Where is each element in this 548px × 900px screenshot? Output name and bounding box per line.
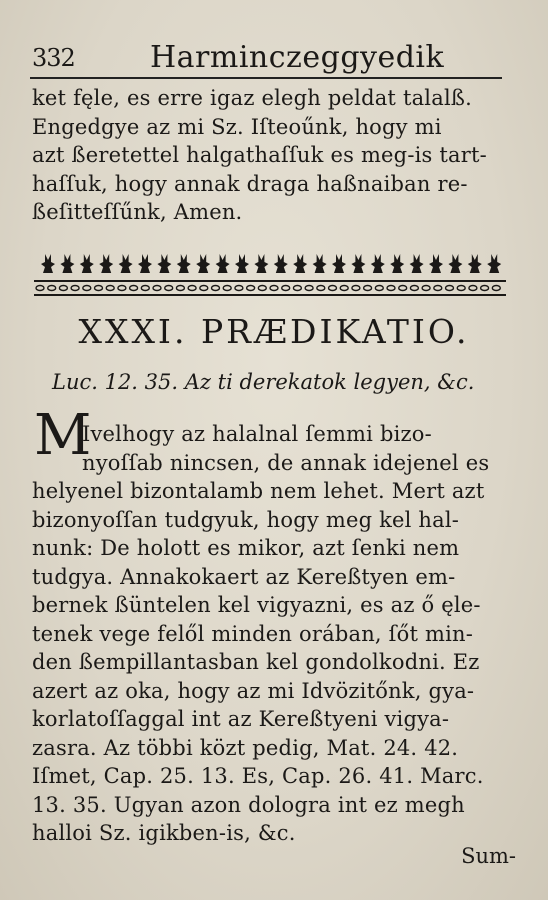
fleuron-ornament (351, 254, 365, 273)
drop-cap: M (34, 403, 92, 468)
text-line: azt ßeretettel halgathaſſuk es meg-is tart- (32, 143, 487, 167)
fleuron-ornament (60, 254, 74, 273)
bead-ornament (36, 286, 44, 291)
fleuron-ornament (468, 254, 482, 273)
fleuron-ornament (371, 254, 385, 273)
sermon-title: XXXI. PRÆDIKATIO. (78, 312, 470, 351)
bead-ornament (481, 286, 489, 291)
bead-ornament (387, 286, 395, 291)
text-line: Engedgye az mi Sz. Iſteoűnk, hogy mi (32, 114, 442, 139)
bead-ornament (457, 286, 465, 291)
bead-ornament (375, 286, 383, 291)
ornamental-band (34, 252, 506, 298)
text-line: bernek ßüntelen kel vigyazni, es az ő ęle- (32, 593, 481, 617)
page-number: 332 (32, 44, 75, 72)
bead-ornament (258, 286, 266, 291)
bead-ornament (492, 286, 500, 291)
text-line: korlatoſſaggal int az Kereßtyeni vigya- (32, 707, 450, 731)
text-line: tudgya. Annakokaert az Kereßtyen em- (32, 564, 456, 589)
fleuron-ornament (274, 254, 288, 273)
bead-ornament (118, 286, 126, 291)
text-line: nyoſſab nincsen, de annak idejenel es (82, 450, 490, 475)
running-head: Harminczeggyedik (150, 40, 445, 75)
bead-ornament (106, 286, 114, 291)
fleuron-ornament (138, 254, 152, 273)
bead-ornament (399, 286, 407, 291)
fleuron-ornament (332, 254, 346, 273)
bead-ornament (223, 286, 231, 291)
bead-ornament (141, 286, 149, 291)
text-line: helyenel bizontalamb nem lehet. Mert azt (32, 479, 485, 503)
fleuron-ornament (80, 254, 94, 273)
fleuron-ornament (487, 254, 501, 273)
text-line: haſſuk, hogy annak draga haßnaiban re- (32, 171, 468, 196)
bead-ornament (352, 286, 360, 291)
page-header (30, 40, 510, 76)
bead-ornament (71, 286, 79, 291)
text-line: Iſmet, Cap. 25. 13. Es, Cap. 26. 41. Marc. (32, 764, 484, 788)
fleuron-ornament (99, 254, 113, 273)
fleuron-ornament (313, 254, 327, 273)
previous-sermon-ending (32, 84, 512, 227)
catchword: Sum- (461, 844, 516, 868)
bead-ornament (282, 286, 290, 291)
bead-ornament (410, 286, 418, 291)
fleuron-ornament (410, 254, 424, 273)
text-line: zasra. Az többi közt pedig, Mat. 24. 42. (32, 735, 459, 760)
bead-ornament (469, 286, 477, 291)
text-line: azert az oka, hogy az mi Idvözitőnk, gya- (32, 678, 475, 703)
fleuron-ornament (448, 254, 462, 273)
bead-ornament (446, 286, 454, 291)
fleuron-ornament (157, 254, 171, 273)
bead-ornament (59, 286, 67, 291)
scripture-reference: Luc. 12. 35. Az ti derekatok legyen, &c. (52, 370, 475, 394)
sermon-body (32, 420, 512, 848)
text-line: ket fęle, es erre igaz elegh peldat talalß. (32, 86, 472, 110)
bead-ornament (329, 286, 337, 291)
fleuron-ornament (177, 254, 191, 273)
fleuron-ornament (293, 254, 307, 273)
bead-ornament (188, 286, 196, 291)
fleuron-ornament (235, 254, 249, 273)
bead-ornament (83, 286, 91, 291)
header-rule (30, 77, 502, 79)
fleuron-ornament (196, 254, 210, 273)
bead-ornament (95, 286, 103, 291)
bead-ornament (176, 286, 184, 291)
bead-ornament (293, 286, 301, 291)
text-line: Ivelhogy az halalnal ſemmi bizo- (82, 422, 432, 446)
fleuron-ornament (390, 254, 404, 273)
bead-ornament (200, 286, 208, 291)
bead-ornament (247, 286, 255, 291)
bead-ornament (212, 286, 220, 291)
fleuron-ornament (254, 254, 268, 273)
bead-ornament (305, 286, 313, 291)
text-line: tenek vege felől minden orában, ſőt min- (32, 621, 474, 646)
bead-ornament (153, 286, 161, 291)
text-line: nunk: De holott es mikor, azt ſenki nem (32, 536, 460, 560)
fleuron-ornament (41, 254, 55, 273)
bead-ornament (340, 286, 348, 291)
text-line: halloi Sz. igikben-is, &c. (32, 821, 296, 845)
bead-ornament (364, 286, 372, 291)
bead-ornament (317, 286, 325, 291)
bead-ornament (48, 286, 56, 291)
bead-ornament (270, 286, 278, 291)
text-line: ßeſitteſſűnk, Amen. (32, 200, 243, 224)
fleuron-ornament (429, 254, 443, 273)
text-line: bizonyoſſan tudgyuk, hogy meg kel hal- (32, 507, 460, 532)
bead-ornament (130, 286, 138, 291)
fleuron-ornament (216, 254, 230, 273)
bead-ornament (165, 286, 173, 291)
fleuron-ornament (119, 254, 133, 273)
bead-ornament (434, 286, 442, 291)
text-line: 13. 35. Ugyan azon dologra int ez megh (32, 792, 465, 817)
bead-ornament (422, 286, 430, 291)
text-line: den ßempillantasban kel gondolkodni. Ez (32, 650, 480, 674)
bead-ornament (235, 286, 243, 291)
